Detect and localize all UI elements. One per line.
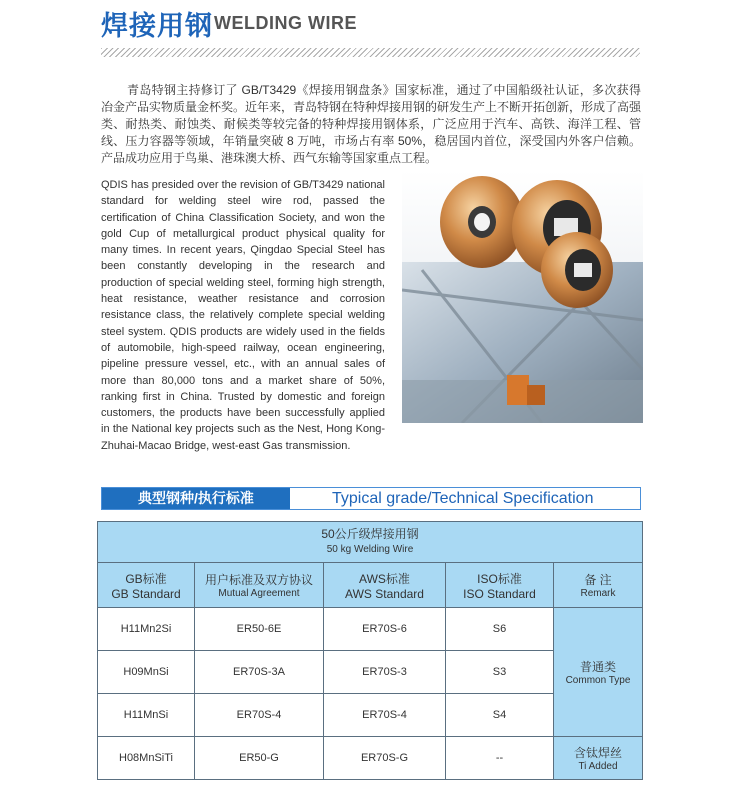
remark-ti-added <box>554 737 643 780</box>
cell-iso: -- <box>446 737 554 780</box>
welding-wire-photo <box>402 170 643 423</box>
table-caption-cn: 50公斤级焊接用钢 <box>321 527 419 541</box>
cell-iso: S6 <box>446 608 554 651</box>
cell-iso: S3 <box>446 651 554 694</box>
hatch-divider <box>101 48 640 57</box>
column-header-label-en: ISO Standard <box>463 586 536 601</box>
section-header <box>101 487 641 510</box>
cell-gb: H11Mn2Si <box>98 608 195 651</box>
cell-gb: H08MnSiTi <box>98 737 195 780</box>
table-caption-en: 50 kg Welding Wire <box>326 544 414 555</box>
column-header-gb <box>98 563 195 608</box>
cell-gb: H09MnSi <box>98 651 195 694</box>
cell-aws: ER70S-6 <box>324 608 446 651</box>
cell-aws: ER70S-4 <box>324 694 446 737</box>
intro-paragraph-en: QDIS has presided over the revision of GB/T3429 national standard for welding steel wire rod, passed the certification of China Classification Society, and won the gold Cup of metallurgical product physical quality for many times. In recent years, Qingdao Special Steel has been constantly developing in the research and production of special welding steel, forming high strength, heat resistance, weather resistance and corrosion resistance class, the relatively complete special welding steel system. QDIS products are widely used in the fields of automobile, high-speed railway, ocean engineering, pipeline pressure vessel, etc., with an annual sales of more than 80,000 tons and a market share of 50%, ranking first in China. Trusted by domestic and foreign customers, the products have been successfully applied in the National key projects such as the Nest, Hong Kong-Zhuhai-Macao Bridge, west-east Gas transmission. <box>101 179 385 452</box>
table-row <box>98 737 643 780</box>
page-subtitle: WELDING WIRE <box>214 13 357 33</box>
cell-mutual: ER70S-3A <box>195 651 324 694</box>
cell-gb: H11MnSi <box>98 694 195 737</box>
cell-iso: S4 <box>446 694 554 737</box>
remark-label-en: Common Type <box>565 675 631 686</box>
column-header-label-cn: 用户标准及双方协议 <box>204 573 313 587</box>
section-label-cn: 典型钢种/执行标准 <box>102 488 290 509</box>
column-header-label-cn: AWS标准 <box>359 571 410 586</box>
table-row <box>98 608 643 651</box>
column-header-label-en: AWS Standard <box>345 586 424 601</box>
cell-aws: ER70S-G <box>324 737 446 780</box>
page-title: 焊接用钢 <box>101 11 213 41</box>
remark-label-cn: 含钛焊丝 <box>573 746 622 760</box>
remark-label-en: Ti Added <box>578 761 618 772</box>
table-caption <box>98 522 643 563</box>
column-header-label-en: Mutual Agreement <box>218 588 300 599</box>
column-header-aws <box>324 563 446 608</box>
column-header-label-en: GB Standard <box>111 586 181 601</box>
column-header-remark <box>554 563 643 608</box>
cell-mutual: ER50-6E <box>195 608 324 651</box>
remark-common-type <box>554 608 643 737</box>
cell-mutual: ER50-G <box>195 737 324 780</box>
spec-table <box>97 521 643 780</box>
remark-label-cn: 普通类 <box>579 660 616 674</box>
column-header-iso <box>446 563 554 608</box>
cell-mutual: ER70S-4 <box>195 694 324 737</box>
cell-aws: ER70S-3 <box>324 651 446 694</box>
column-header-label-en: Remark <box>580 588 616 599</box>
column-header-label-cn: ISO标准 <box>477 571 522 586</box>
intro-paragraph-cn: 青岛特钢主持修订了 GB/T3429《焊接用钢盘条》国家标准，通过了中国船级社认证，多次获得冶金产品实物质量金杯奖。近年来，青岛特钢在特种焊接用钢的研发生产上不断开拓创新，形成了高强类、耐热类、耐蚀类、耐候类等较完备的特种焊接用钢体系，广泛应用于汽车、高铁、海洋工程、管线、压力容器等领域，年销量突破 8 万吨，市场占有率 50%，稳居国内首位，深受国内外客户信赖。产品成功应用于鸟巢、港珠澳大桥、西气东输等国家重点工程。 <box>101 83 642 165</box>
section-label-en: Typical grade/Technical Specification <box>332 490 594 507</box>
column-header-label-cn: 备 注 <box>584 573 612 587</box>
column-header-label-cn: GB标准 <box>125 571 167 586</box>
column-header-mutual <box>195 563 324 608</box>
